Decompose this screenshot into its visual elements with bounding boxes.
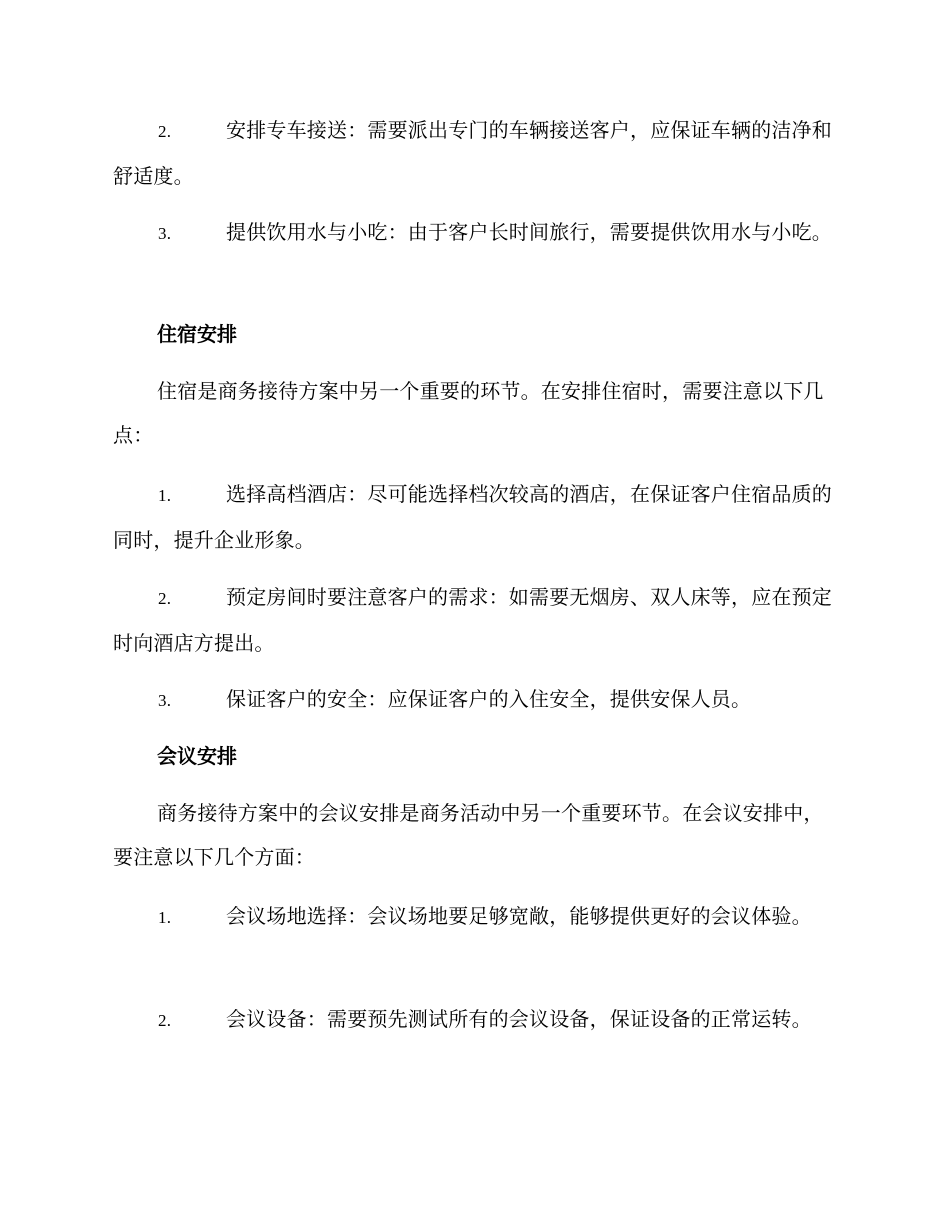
list-item bbox=[113, 210, 837, 256]
list-number: 3. bbox=[158, 224, 172, 243]
list-number: 1. bbox=[158, 908, 172, 927]
list-item-text: 会议设备：需要预先测试所有的会议设备，保证设备的正常运转。 bbox=[226, 1007, 812, 1031]
list-number: 3. bbox=[158, 691, 172, 710]
section-heading-lodging: 住宿安排 bbox=[157, 322, 237, 346]
list-item-text: 选择高档酒店：尽可能选择档次较高的酒店，在保证客户住宿品质的同时，提升企业形象。 bbox=[113, 482, 832, 552]
list-number: 2. bbox=[158, 1011, 172, 1030]
list-item bbox=[113, 472, 837, 562]
list-item bbox=[113, 575, 837, 665]
list-item-text: 保证客户的安全：应保证客户的入住安全，提供安保人员。 bbox=[226, 687, 752, 711]
list-item bbox=[113, 108, 837, 198]
list-number: 2. bbox=[158, 589, 172, 608]
list-item-text: 提供饮用水与小吃：由于客户长时间旅行，需要提供饮用水与小吃。 bbox=[226, 220, 832, 244]
section-heading-meeting: 会议安排 bbox=[157, 744, 237, 768]
list-number: 1. bbox=[158, 486, 172, 505]
list-item-text: 安排专车接送：需要派出专门的车辆接送客户，应保证车辆的洁净和舒适度。 bbox=[113, 118, 832, 188]
list-item bbox=[113, 894, 837, 940]
list-item bbox=[113, 677, 837, 723]
list-number: 2. bbox=[158, 122, 172, 141]
list-item-text: 预定房间时要注意客户的需求：如需要无烟房、双人床等，应在预定时向酒店方提出。 bbox=[113, 585, 832, 655]
list-item-text: 会议场地选择：会议场地要足够宽敞，能够提供更好的会议体验。 bbox=[226, 904, 812, 928]
section-intro-meeting: 商务接待方案中的会议安排是商务活动中另一个重要环节。在会议安排中，要注意以下几个方面： bbox=[113, 801, 824, 869]
list-item bbox=[113, 997, 837, 1043]
section-intro-lodging: 住宿是商务接待方案中另一个重要的环节。在安排住宿时，需要注意以下几点： bbox=[113, 379, 824, 447]
